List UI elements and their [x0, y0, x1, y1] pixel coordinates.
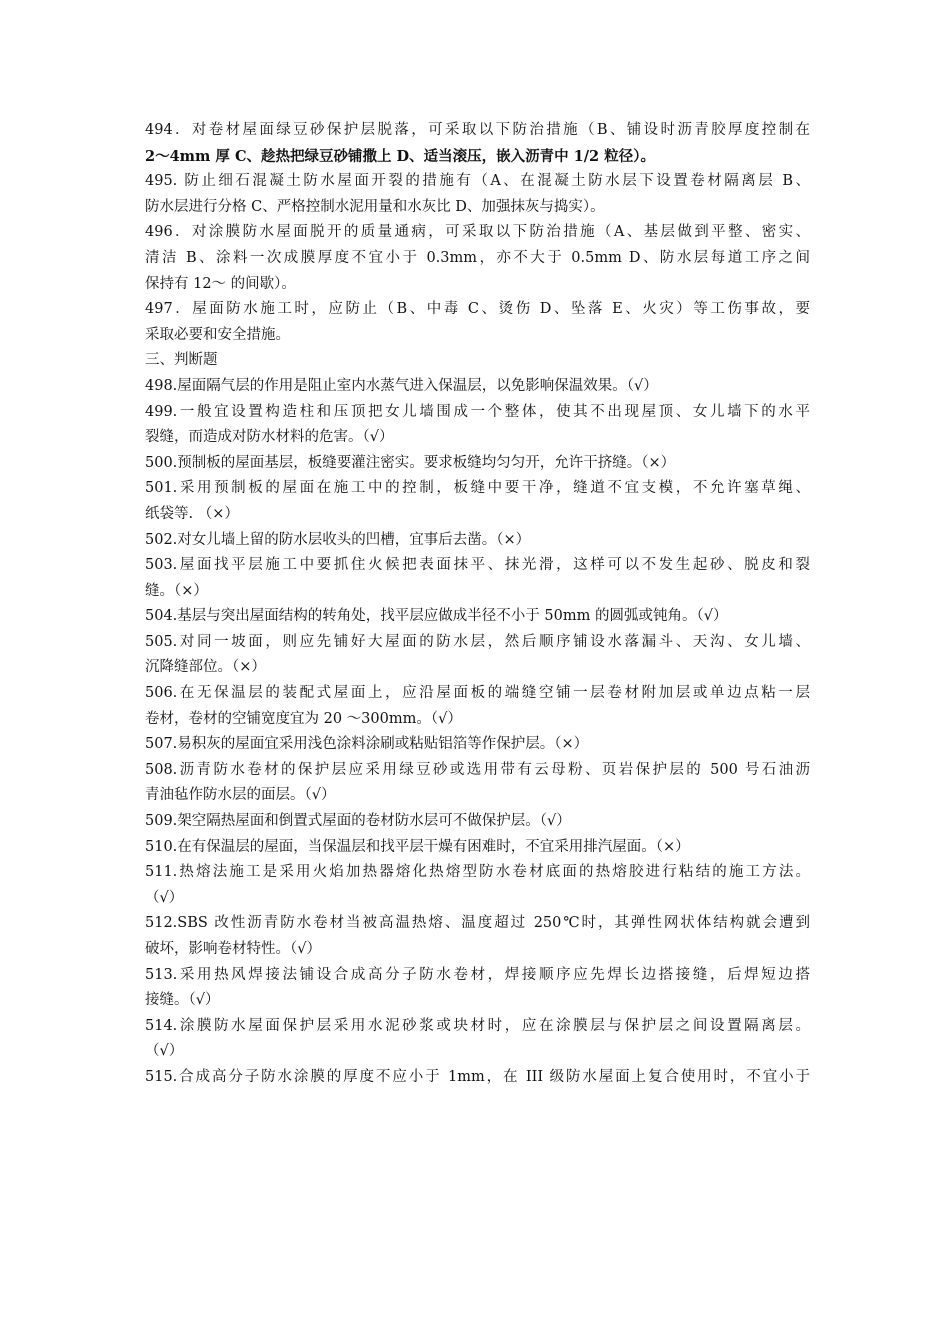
- text-line: 2～4mm 厚 C、趁热把绿豆砂铺撒上 D、适当滚压，嵌入沥青中 1/2 粒径）。: [145, 147, 655, 165]
- text-line: 494．对卷材屋面绿豆砂保护层脱落，可采取以下防治措施（B、铺设时沥青胶厚度控制在: [145, 122, 810, 138]
- text-line: 495. 防止细石混凝土防水屋面开裂的措施有（A、在混凝土防水层下设置卷材隔离层 B、: [145, 173, 810, 190]
- text-line: 缝。（×）: [145, 582, 208, 599]
- text-line: （√）: [145, 889, 184, 906]
- text-line: 采取必要和安全措施。: [145, 326, 290, 343]
- text-line: 504.基层与突出屋面结构的转角处，找平层应做成半径不小于 50mm 的圆弧或钝角。（√）: [145, 608, 728, 625]
- text-line: 裂缝，而造成对防水材料的危害。（√）: [145, 429, 394, 446]
- text-line: 507.易积灰的屋面宜采用浅色涂料涂刷或粘贴铝箔等作保护层。（×）: [145, 736, 589, 753]
- section-heading: 三、判断题: [145, 352, 218, 369]
- text-line: 纸袋等. （×）: [145, 505, 239, 522]
- text-line: 509.架空隔热屋面和倒置式屋面的卷材防水层可不做保护层。（√）: [145, 813, 571, 830]
- text-line: 破坏，影响卷材特性。（√）: [145, 941, 321, 957]
- text-line: 515.合成高分子防水涂膜的厚度不应小于 1mm，在 III 级防水屋面上复合使用时，不宜小于: [145, 1068, 810, 1085]
- text-line: 512.SBS 改性沥青防水卷材当被高温热熔、温度超过 250℃时，其弹性网状体结构就会遭到: [145, 915, 810, 932]
- text-line: 500.预制板的屋面基层，板缝要灌注密实。要求板缝均匀匀开，允许干挤缝。（×）: [145, 454, 676, 471]
- text-line: （√）: [145, 1043, 184, 1060]
- text-line: 496．对涂膜防水屋面脱开的质量通病，可采取以下防治措施（A、基层做到平整、密实、: [145, 224, 810, 241]
- text-line: 卷材，卷材的空铺宽度宜为 20 ～300mm。（√）: [145, 710, 462, 727]
- text-line: 498.屋面隔气层的作用是阻止室内水蒸气进入保温层，以免影响保温效果。（√）: [145, 377, 658, 394]
- text-line: 接缝。（√）: [145, 992, 220, 1009]
- document-body: [145, 118, 810, 1091]
- text-line: 青油毡作防水层的面层。（√）: [145, 787, 336, 804]
- text-line: 沉降缝部位。（×）: [145, 659, 266, 676]
- text-line: 502.对女儿墙上留的防水层收头的凹槽，宜事后去凿。（×）: [145, 531, 531, 548]
- text-line: 清洁 B、涂料一次成膜厚度不宜小于 0.3mm，亦不大于 0.5mm D、防水层每道工序之间: [145, 249, 810, 266]
- text-line: 501.采用预制板的屋面在施工中的控制，板缝中要干净，缝道不宜支模，不允许塞草绳、: [145, 480, 810, 497]
- text-line: 499.一般宜设置构造柱和压顶把女儿墙围成一个整体，使其不出现屋顶、女儿墙下的水平: [145, 403, 810, 420]
- text-line: 497．屋面防水施工时，应防止（B、中毒 C、烫伤 D、坠落 E、火灾）等工伤事故，要: [145, 301, 810, 318]
- text-line: 防水层进行分格 C、严格控制水泥用量和水灰比 D、加强抹灰与捣实）。: [145, 198, 605, 215]
- text-line: 508.沥青防水卷材的保护层应采用绿豆砂或选用带有云母粉、页岩保护层的 500 号石油沥: [145, 761, 810, 778]
- text-line: 513.采用热风焊接法铺设合成高分子防水卷材，焊接顺序应先焊长边搭接缝，后焊短边搭: [145, 966, 810, 983]
- text-line: 506.在无保温层的装配式屋面上，应沿屋面板的端缝空铺一层卷材附加层或单边点粘一层: [145, 685, 810, 702]
- text-line: 505.对同一坡面，则应先铺好大屋面的防水层，然后顺序铺设水落漏斗、天沟、女儿墙、: [145, 633, 810, 650]
- text-line: 514.涂膜防水屋面保护层采用水泥砂浆或块材时，应在涂膜层与保护层之间设置隔离层。: [145, 1017, 810, 1034]
- text-line: 保持有 12～ 的间歇）。: [145, 275, 296, 292]
- text-line: 511.热熔法施工是采用火焰加热器熔化热熔型防水卷材底面的热熔胶进行粘结的施工方法。: [145, 864, 810, 881]
- text-line: 503.屋面找平层施工中要抓住火候把表面抹平、抹光滑，这样可以不发生起砂、脱皮和裂: [145, 557, 810, 574]
- text-line: 510.在有保温层的屋面，当保温层和找平层干燥有困难时，不宜采用排汽屋面。（×）: [145, 838, 690, 855]
